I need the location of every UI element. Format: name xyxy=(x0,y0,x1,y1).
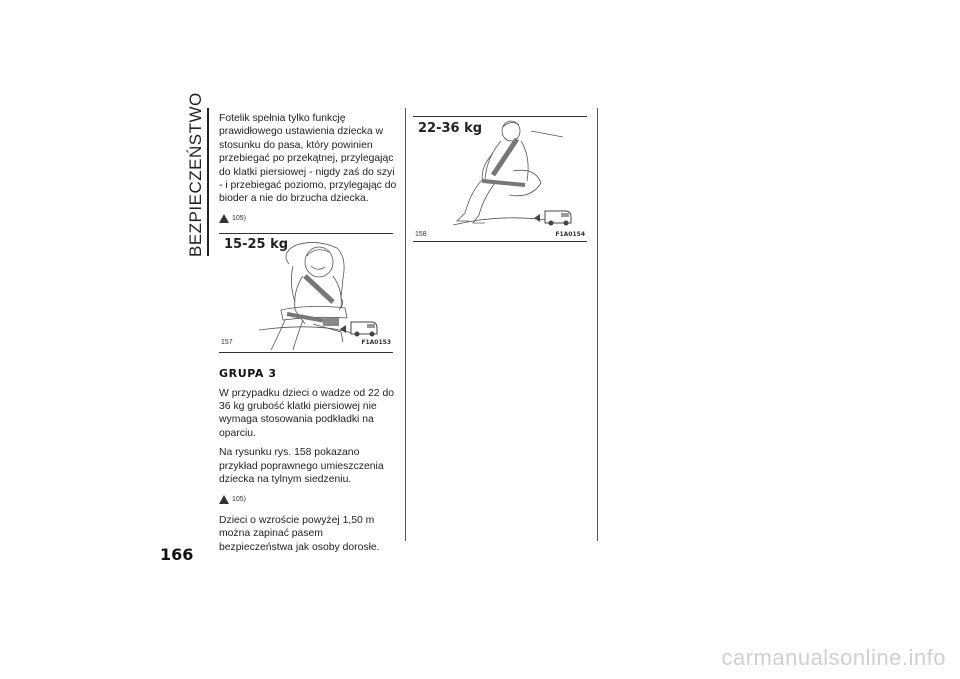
paragraph-height-rule: Dzieci o wzroście powyżej 1,50 m można zapinać pasem bezpieczeństwa jak osoby dorosłe. xyxy=(219,514,380,553)
warning-reference-label: 105) xyxy=(232,214,247,222)
section-title: BEZPIECZEŃSTWO xyxy=(186,92,205,257)
right-column xyxy=(413,116,587,242)
group-heading: GRUPA 3 xyxy=(219,367,277,381)
section-title-bar xyxy=(207,108,209,256)
paragraph-figure-reference: Na rysunku rys. 158 pokazano przykład poprawnego umieszczenia dziecka na tylnym siedzeniu. xyxy=(219,447,384,486)
warning-reference-1[interactable] xyxy=(219,212,397,225)
left-column xyxy=(219,112,397,560)
figure-158 xyxy=(413,116,587,242)
figure-weight-label: 22-36 kg xyxy=(418,121,483,136)
figure-157 xyxy=(219,233,393,353)
page-number: 166 xyxy=(160,545,194,564)
warning-triangle-icon xyxy=(219,214,229,223)
van-icon xyxy=(533,207,573,227)
figure-number: 157 xyxy=(221,338,233,346)
right-column-divider xyxy=(597,108,598,541)
figure-number: 158 xyxy=(415,231,427,238)
figure-code: F1A0154 xyxy=(555,231,585,238)
column-divider xyxy=(405,108,406,541)
figure-weight-label: 15-25 kg xyxy=(224,237,289,253)
watermark: carmanualsonline.info xyxy=(721,645,946,670)
figure-code: F1A0153 xyxy=(361,338,391,346)
warning-reference-2[interactable] xyxy=(219,493,397,506)
intro-paragraph: Fotelik spełnia tylko funkcję prawidłowego ustawienia dziecka w stosunku do pasa, który powinien przebiegać po przekątnej, przylegając do klatki piersiowej - nigdy zaś do szyi - i przebiegać poziomo, przylegając do bioder a nie do brzucha dziecka. xyxy=(219,113,397,205)
paragraph-group-3-weight: W przypadku dzieci o wadze od 22 do 36 kg grubość klatki piersiowej nie wymaga stosowania podkładki na oparciu. xyxy=(219,387,395,439)
warning-triangle-icon xyxy=(219,495,229,504)
warning-reference-label: 105) xyxy=(232,495,247,503)
